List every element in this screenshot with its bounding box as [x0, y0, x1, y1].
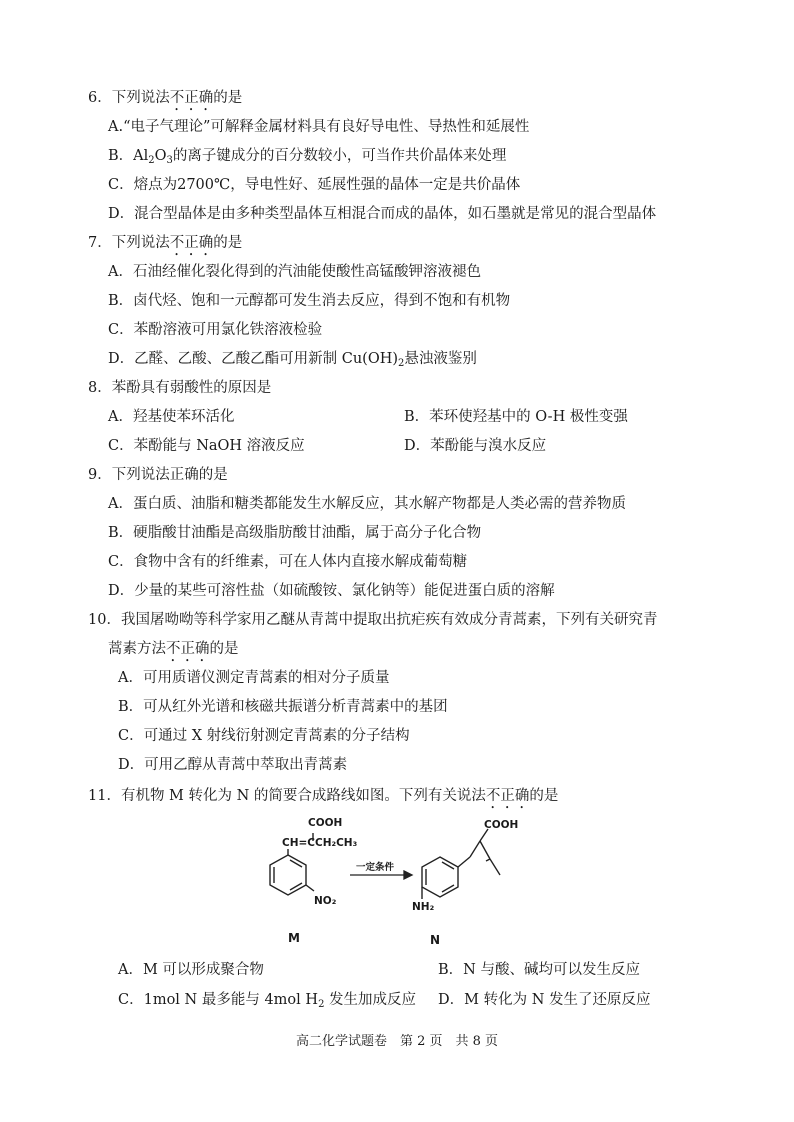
arrow-condition-label: 一定条件 [356, 862, 395, 873]
q10-stem-line1: 10．我国屠呦呦等科学家用乙醚从青蒿中提取出抗疟疾有效成分青蒿素，下列有关研究青 [88, 612, 658, 628]
n-cooh-label: COOH [484, 819, 519, 831]
q10-option-d: D．可用乙醇从青蒿中萃取出青蒿素 [118, 757, 348, 773]
q9-option-b: B．硬脂酸甘油酯是高级脂肪酸甘油酯，属于高分子化合物 [108, 525, 482, 541]
q9-option-a: A．蛋白质、油脂和糖类都能发生水解反应，其水解产物都是人类必需的营养物质 [108, 496, 626, 512]
q8-option-d: D．苯酚能与溴水反应 [404, 438, 547, 454]
q7-stem: 7．下列说法不正确的是 [88, 235, 243, 251]
reaction-scheme-figure [258, 815, 538, 950]
q6-option-d: D．混合型晶体是由多种类型晶体互相混合而成的晶体，如石墨就是常见的混合型晶体 [108, 206, 657, 222]
q9-option-c: C．食物中含有的纤维素，可在人体内直接水解成葡萄糖 [108, 554, 468, 570]
molecule-n-ring [422, 829, 500, 899]
m-chain-label: CH=CCH₂CH₃ [282, 837, 358, 849]
n-nh2-label: NH₂ [412, 901, 435, 913]
q8-option-c: C．苯酚能与 NaOH 溶液反应 [108, 438, 305, 454]
q9-option-d: D．少量的某些可溶性盐（如硫酸铵、氯化钠等）能促进蛋白质的溶解 [108, 583, 555, 599]
q8-option-a: A．羟基使苯环活化 [108, 409, 235, 425]
q10-option-b: B．可从红外光谱和核磁共振谱分析青蒿素中的基团 [118, 699, 448, 715]
q7-option-b: B．卤代烃、饱和一元醇都可发生消去反应，得到不饱和有机物 [108, 293, 511, 309]
reaction-scheme-svg [258, 815, 538, 950]
q7-option-d: D．乙醛、乙酸、乙酸乙酯可用新制 $Cu(OH)_2$悬浊液鉴别 [108, 351, 477, 369]
q11-option-c: C．1mol N 最多能与 4mol $H_2$ 发生加成反应 [118, 992, 417, 1010]
q8-option-b: B．苯环使羟基中的 O-H 极性变强 [404, 409, 628, 425]
m-no2-label: NO₂ [314, 895, 337, 907]
q11-option-a: A．M 可以形成聚合物 [118, 962, 264, 978]
page-footer: 高二化学试题卷 第 2 页 共 8 页 [295, 1034, 499, 1049]
q10-stem-line2: 蒿素方法不正确的是 [108, 641, 239, 657]
q8-stem: 8．苯酚具有弱酸性的原因是 [88, 380, 272, 396]
q6-option-b: B．$Al_2O_3$的离子键成分的百分数较小，可当作共价晶体来处理 [108, 148, 507, 166]
q11-option-d: D．M 转化为 N 发生了还原反应 [438, 992, 651, 1008]
molecule-m-label: M [288, 931, 300, 945]
q6-stem: 6．下列说法不正确的是 [88, 90, 243, 106]
q7-option-a: A．石油经催化裂化得到的汽油能使酸性高锰酸钾溶液褪色 [108, 264, 481, 280]
molecule-n-label: N [430, 933, 441, 947]
q6-option-c: C．熔点为2700℃，导电性好、延展性强的晶体一定是共价晶体 [108, 177, 521, 193]
q11-stem: 11．有机物 M 转化为 N 的简要合成路线如图。下列有关说法不正确的是 [88, 788, 559, 804]
q10-option-c: C．可通过 X 射线衍射测定青蒿素的分子结构 [118, 728, 410, 744]
q9-stem: 9．下列说法正确的是 [88, 467, 228, 483]
q6-option-a: A.“电子气理论”可解释金属材料具有良好导电性、导热性和延展性 [108, 119, 530, 135]
m-cooh-label: COOH [308, 817, 343, 829]
q11-option-b: B．N 与酸、碱均可以发生反应 [438, 962, 640, 978]
q7-option-c: C．苯酚溶液可用氯化铁溶液检验 [108, 322, 323, 338]
q10-option-a: A．可用质谱仪测定青蒿素的相对分子质量 [118, 670, 390, 686]
